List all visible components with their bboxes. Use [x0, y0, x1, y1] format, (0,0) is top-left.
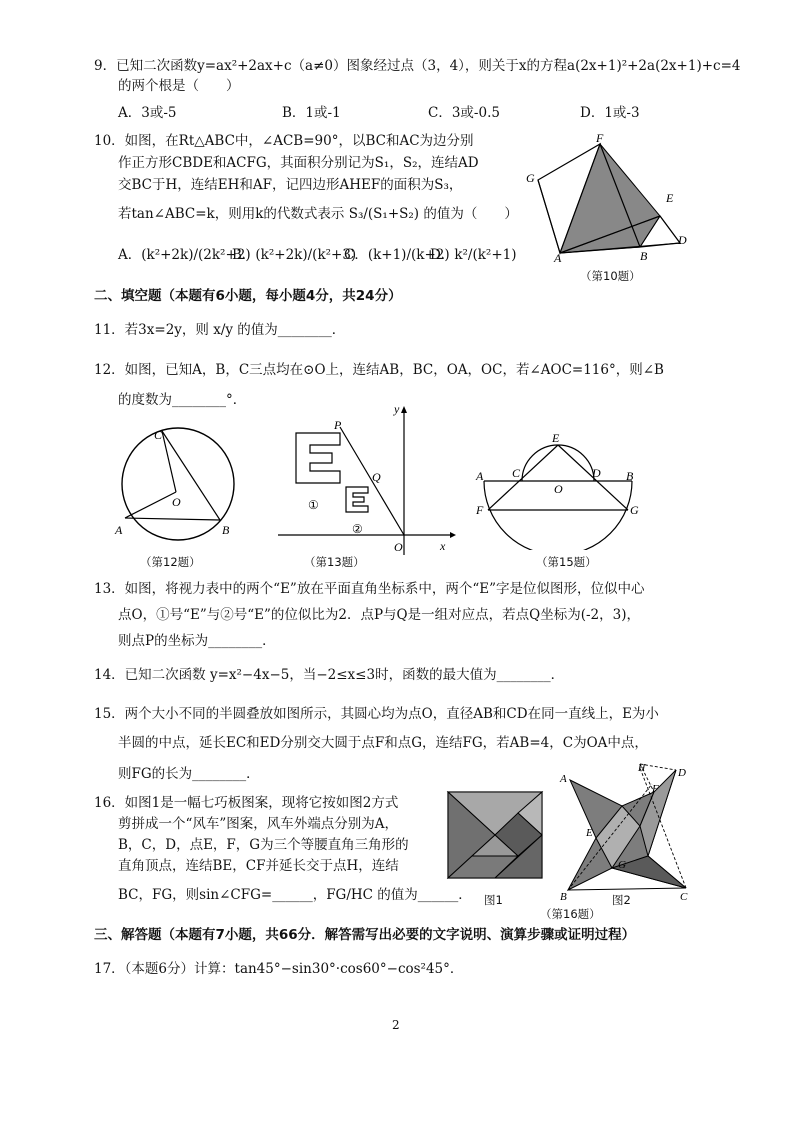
- caption-q10: （第10题）: [580, 269, 641, 283]
- q13-line2: 点O，①号“E”与②号“E”的位似比为2．点P与Q是一组对应点，若点Q坐标为(-2，3)，: [118, 607, 640, 623]
- label-x: x: [440, 539, 446, 553]
- figure-q15: [474, 428, 644, 550]
- label-f: F: [476, 503, 484, 517]
- q16-line5: BC，FG，则sin∠CFG=______，FG/HC 的值为______．: [118, 887, 472, 903]
- caption-q13: （第13题）: [304, 555, 365, 569]
- label-f: F: [596, 132, 604, 145]
- q12-line1: 12．如图，已知A，B，C三点均在⊙O上，连结AB，BC，OA，OC，若∠AOC=116°，则∠B: [94, 362, 664, 378]
- label-o: O: [554, 482, 563, 496]
- q13-line3: 则点P的坐标为________．: [118, 633, 276, 649]
- q15-line1: 15．两个大小不同的半圆叠放如图所示，其圆心均为点O，直径AB和CD在同一直线上，E为小: [94, 706, 659, 722]
- q11: 11．若3x=2y，则 x/y 的值为________．: [94, 322, 346, 338]
- q9-option-a: A．3或-5: [118, 105, 177, 121]
- q14: 14．已知二次函数 y=x²−4x−5，当−2≤x≤3时，函数的最大值为________．: [94, 667, 565, 683]
- q10-line2: 作正方形CBDE和ACFG，其面积分别记为S₁，S₂，连结AD: [118, 155, 479, 171]
- q10-line3: 交BC于H，连结EH和AF，记四边形AHEF的面积为S₃，: [118, 177, 463, 193]
- q12-line2: 的度数为________°．: [118, 392, 247, 408]
- q13-line1: 13．如图，将视力表中的两个“E”放在平面直角坐标系中，两个“E”字是位似图形，位似中心: [94, 581, 645, 597]
- figure-q12: [110, 422, 250, 542]
- q10-option-c: C．(k+1)/(k+2): [344, 247, 450, 263]
- label-h: H: [638, 763, 646, 774]
- label-b: B: [222, 523, 230, 537]
- label-g: G: [618, 859, 626, 871]
- figure-q16-windmill: [556, 762, 692, 902]
- q9-line1: 9．已知二次函数y=ax²+2ax+c（a≠0）图象经过点（3，4），则关于x的方程a(2x+1)²+2a(2x+1)+c=4: [94, 58, 741, 74]
- label-a: A: [554, 251, 562, 265]
- q15-line3: 则FG的长为________．: [118, 766, 260, 782]
- label-p: P: [334, 418, 342, 432]
- label-c: C: [512, 466, 521, 480]
- caption-q12: （第12题）: [140, 555, 201, 569]
- label-e: E: [552, 431, 560, 445]
- label-d: D: [678, 233, 687, 247]
- q9-option-d: D．1或-3: [580, 105, 640, 121]
- figure-q13: [270, 405, 460, 557]
- section2-heading: 二、填空题（本题有6小题，每小题4分，共24分）: [94, 288, 402, 304]
- figure-q16-tangram: [446, 790, 546, 882]
- label-c: C: [680, 891, 688, 902]
- label-e1: ①: [308, 498, 319, 512]
- q9-option-c: C．3或-0.5: [428, 105, 500, 121]
- label-a: A: [560, 773, 567, 785]
- figure-q10: [520, 132, 700, 267]
- caption-q15: （第15题）: [536, 555, 597, 569]
- label-e: E: [586, 827, 593, 839]
- label-e: E: [666, 191, 674, 205]
- label-a: A: [115, 523, 123, 537]
- label-d: D: [592, 466, 601, 480]
- caption-q16: （第16题）: [540, 907, 601, 921]
- label-b: B: [640, 249, 648, 263]
- q17: 17．（本题6分）计算：tan45°−sin30°·cos60°−cos²45°．: [94, 961, 464, 977]
- label-y: y: [394, 405, 400, 416]
- label-o: O: [172, 495, 181, 509]
- q10-option-d: D．k²/(k²+1): [430, 247, 517, 263]
- q9-line2: 的两个根是（ ）: [118, 78, 240, 94]
- q16-line2: 剪拼成一个“风车”图案，风车外端点分别为A，: [118, 816, 399, 832]
- label-q: Q: [372, 470, 381, 484]
- label-d: D: [678, 767, 686, 779]
- page-number: 2: [392, 1018, 400, 1032]
- label-c: C: [154, 428, 163, 442]
- label-f: F: [652, 783, 659, 795]
- caption-fig1: 图1: [484, 893, 503, 907]
- q15-line2: 半圆的中点，延长EC和ED分别交大圆于点F和点G，连结FG，若AB=4，C为OA中点，: [118, 735, 648, 751]
- q10-option-b: B．(k²+2k)/(k²+3): [232, 247, 357, 263]
- label-e2: ②: [352, 522, 363, 536]
- label-o: O: [394, 540, 403, 554]
- q10-line4: 若tan∠ABC=k，则用k的代数式表示 S₃/(S₁+S₂) 的值为（ ）: [118, 206, 518, 222]
- q10-line1: 10．如图，在Rt△ABC中，∠ACB=90°，以BC和AC为边分别: [94, 133, 474, 149]
- q10-option-a: A．(k²+2k)/(2k²+2): [118, 247, 251, 263]
- q16-line4: 直角顶点，连结BE，CF并延长交于点H，连结: [118, 858, 399, 874]
- label-b: B: [626, 469, 634, 483]
- q9-option-b: B．1或-1: [282, 105, 341, 121]
- q16-line1: 16．如图1是一幅七巧板图案，现将它按如图2方式: [94, 795, 399, 811]
- label-g: G: [526, 171, 535, 185]
- section3-heading: 三、解答题（本题有7小题，共66分．解答需写出必要的文字说明、演算步骤或证明过程）: [94, 927, 636, 943]
- q16-line3: B，C，D，点E，F，G为三个等腰直角三角形的: [118, 837, 409, 853]
- label-a: A: [476, 469, 484, 483]
- label-b: B: [560, 891, 567, 902]
- caption-fig2: 图2: [612, 893, 631, 907]
- label-g: G: [630, 503, 639, 517]
